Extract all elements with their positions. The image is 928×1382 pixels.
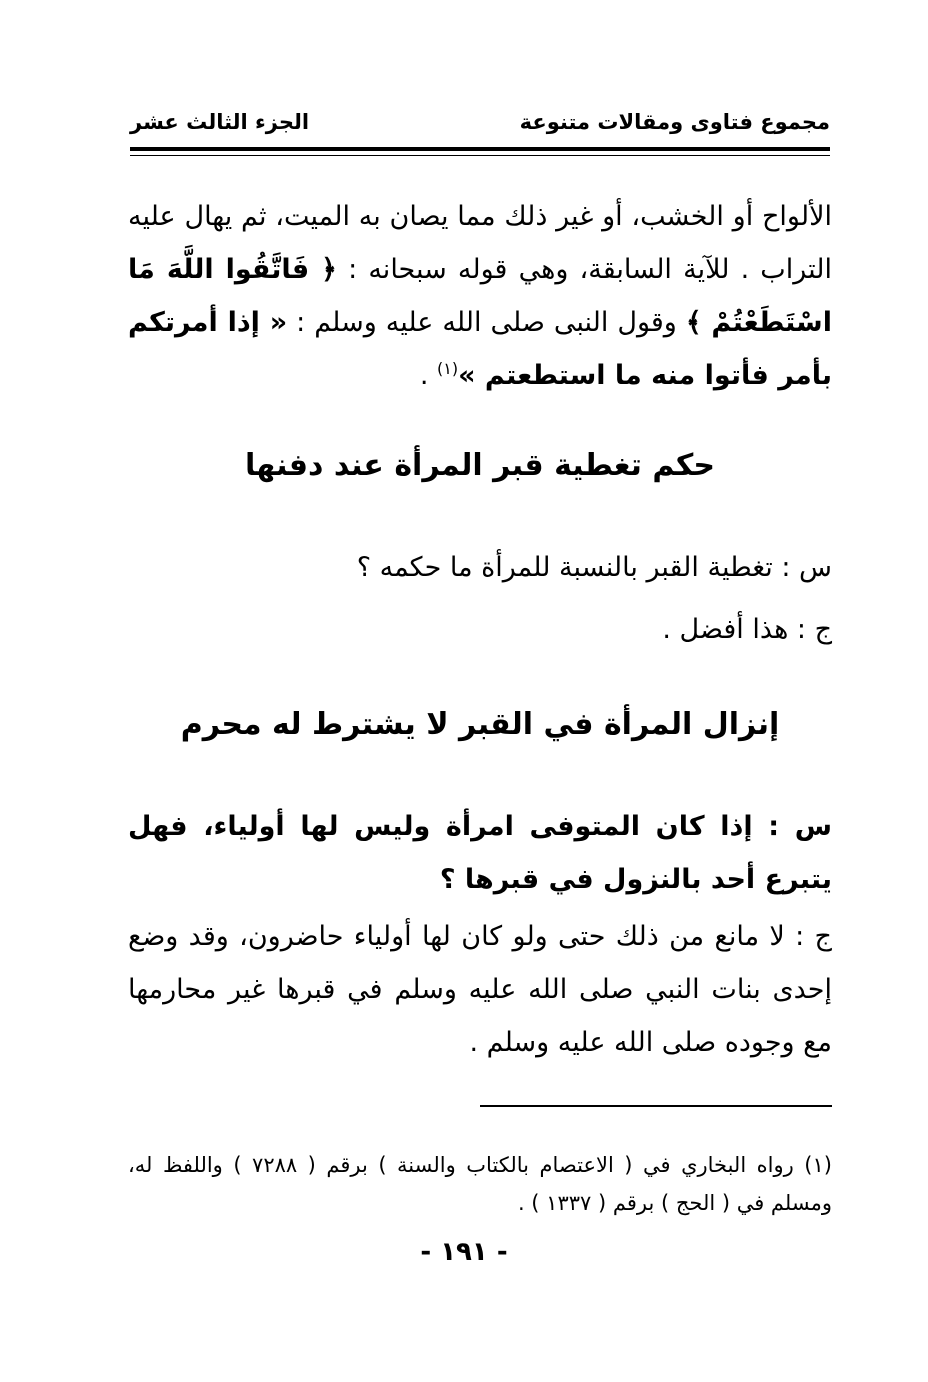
quran-verse: ﴿ فَاتَّقُوا اللَّهَ مَا اسْتَطَعْتُمْ ﴾	[128, 254, 832, 338]
question-1: س : تغطية القبر بالنسبة للمرأة ما حكمه ؟	[356, 552, 832, 583]
footnote-separator	[480, 1105, 832, 1107]
header-rule-thin	[130, 155, 830, 156]
intro-text-1: الألواح أو الخشب، أو غير ذلك مما يصان به الميت، ثم يهال عليه التراب . للآية السابقة، وهي قوله سبحانه :	[128, 201, 832, 285]
running-header	[130, 110, 830, 142]
intro-end: .	[419, 360, 437, 391]
footnote: (١) رواه البخاري في ( الاعتصام بالكتاب والسنة ) برقم ( ٧٢٨٨ ) واللفظ له، ومسلم في ( الحج ) برقم ( ١٣٣٧ ) .	[128, 1153, 832, 1215]
question-2: س : إذا كان المتوفى امرأة وليس لها أولياء، فهل يتبرع أحد بالنزول في قبرها ؟	[128, 811, 832, 895]
answer-1: ج : هذا أفضل .	[662, 614, 832, 645]
page-number: - ١٩١ -	[420, 1237, 508, 1267]
header-rule-thick	[130, 147, 830, 151]
intro-text-2: وقول النبى صلى الله عليه وسلم :	[287, 307, 686, 338]
footnote-marker: (١)	[437, 359, 459, 378]
hadith-quote: « إذا أمرتكم بأمر فأتوا منه ما استطعتم »	[128, 307, 832, 391]
answer-2: ج : لا مانع من ذلك حتى ولو كان لها أولياء حاضرون، وقد وضع إحدى بنات النبي صلى الله عليه وسلم في قبرها غير محارمها مع وجوده صلى الله عليه وسلم .	[128, 921, 832, 1058]
intro-paragraph	[128, 190, 832, 402]
book-title: مجموع فتاوى ومقالات متنوعة	[519, 110, 830, 134]
volume-label: الجزء الثالث عشر	[130, 110, 310, 134]
section-heading-2: إنزال المرأة في القبر لا يشترط له محرم	[180, 707, 780, 742]
section-heading-1: حكم تغطية قبر المرأة عند دفنها	[245, 448, 715, 483]
